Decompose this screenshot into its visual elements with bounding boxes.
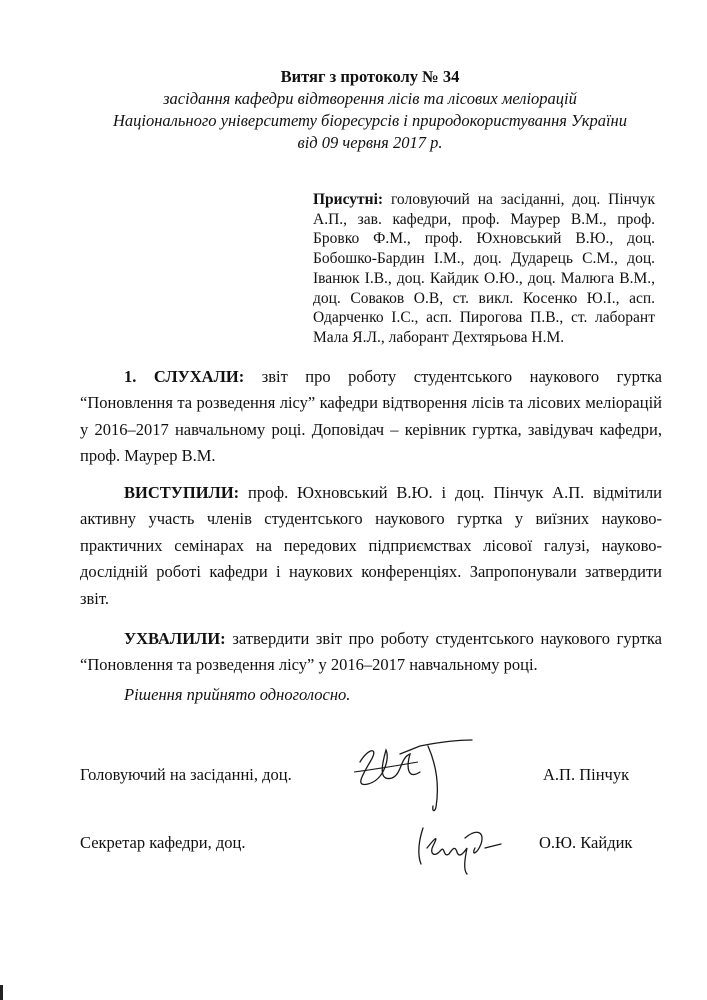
chair-name: А.П. Пінчук bbox=[543, 765, 630, 784]
attendees-block bbox=[313, 190, 655, 348]
meeting-line: засідання кафедри відтворення лісів та лісових меліорацій bbox=[163, 89, 577, 108]
university-line: Національного університету біоресурсів і природокористування України bbox=[113, 111, 627, 130]
meeting-date: від 09 червня 2017 р. bbox=[297, 133, 443, 152]
attendees-label: Присутні: bbox=[313, 191, 384, 208]
item-resolved bbox=[80, 626, 662, 679]
attendees-text: головуючий на засіданні, доц. Пінчук А.П., зав. кафедри, проф. Маурер В.М., проф. Бровко Ф.М., проф. Юхновський В.Ю., доц. Бобошко-Бардин І.М., доц. Дударець С.М., доц. Іванюк І.В., доц. Кайдик О.Ю., доц. Малюга В.М., доц. Соваков О.В, ст. викл. Косенко Ю.І., асп. Одарченко І.С., асп. Пирогова П.В., ст. лаборант Мала Я.Л., лаборант Дехтярьова Н.М. bbox=[313, 191, 655, 346]
chair-signature-icon bbox=[340, 732, 480, 817]
document-title: Витяг з протоколу № 34 bbox=[280, 67, 460, 86]
speakers-label: ВИСТУПИЛИ: bbox=[124, 483, 240, 502]
item-number: 1. bbox=[124, 367, 137, 386]
speakers-text: проф. Юхновський В.Ю. і доц. Пінчук А.П. відмітили активну участь членів студентського наукового гуртка у виїзних науково-практичних семінарах на передових підприємствах лісової галузі, науково-дослідній роботі кафедри і наукових конференціях. Запропонували затвердити звіт. bbox=[80, 483, 663, 608]
decision-note: Рішення прийнято одноголосно. bbox=[124, 685, 351, 704]
secretary-role: Секретар кафедри, доц. bbox=[80, 833, 246, 852]
resolved-text: затвердити звіт про роботу студентського наукового гуртка “Поновлення та розведення лісу” у 2016–2017 навчальному році. bbox=[80, 629, 663, 675]
page-edge-mark bbox=[0, 985, 3, 1000]
secretary-name: О.Ю. Кайдик bbox=[539, 833, 633, 852]
heard-label: СЛУХАЛИ: bbox=[153, 367, 245, 386]
chair-role: Головуючий на засіданні, доц. bbox=[80, 765, 292, 784]
item-heard bbox=[80, 364, 662, 470]
item-speakers bbox=[80, 480, 662, 612]
resolved-label: УХВАЛИЛИ: bbox=[124, 629, 226, 648]
secretary-signature-icon bbox=[405, 818, 515, 878]
heard-text: звіт про роботу студентського наукового гуртка “Поновлення та розведення лісу” кафедри відтворення лісів та лісових меліорацій у 2016–2017 навчальному році. Доповідач – керівник гуртка, завідувач кафедри, проф. Маурер В.М. bbox=[80, 367, 662, 466]
